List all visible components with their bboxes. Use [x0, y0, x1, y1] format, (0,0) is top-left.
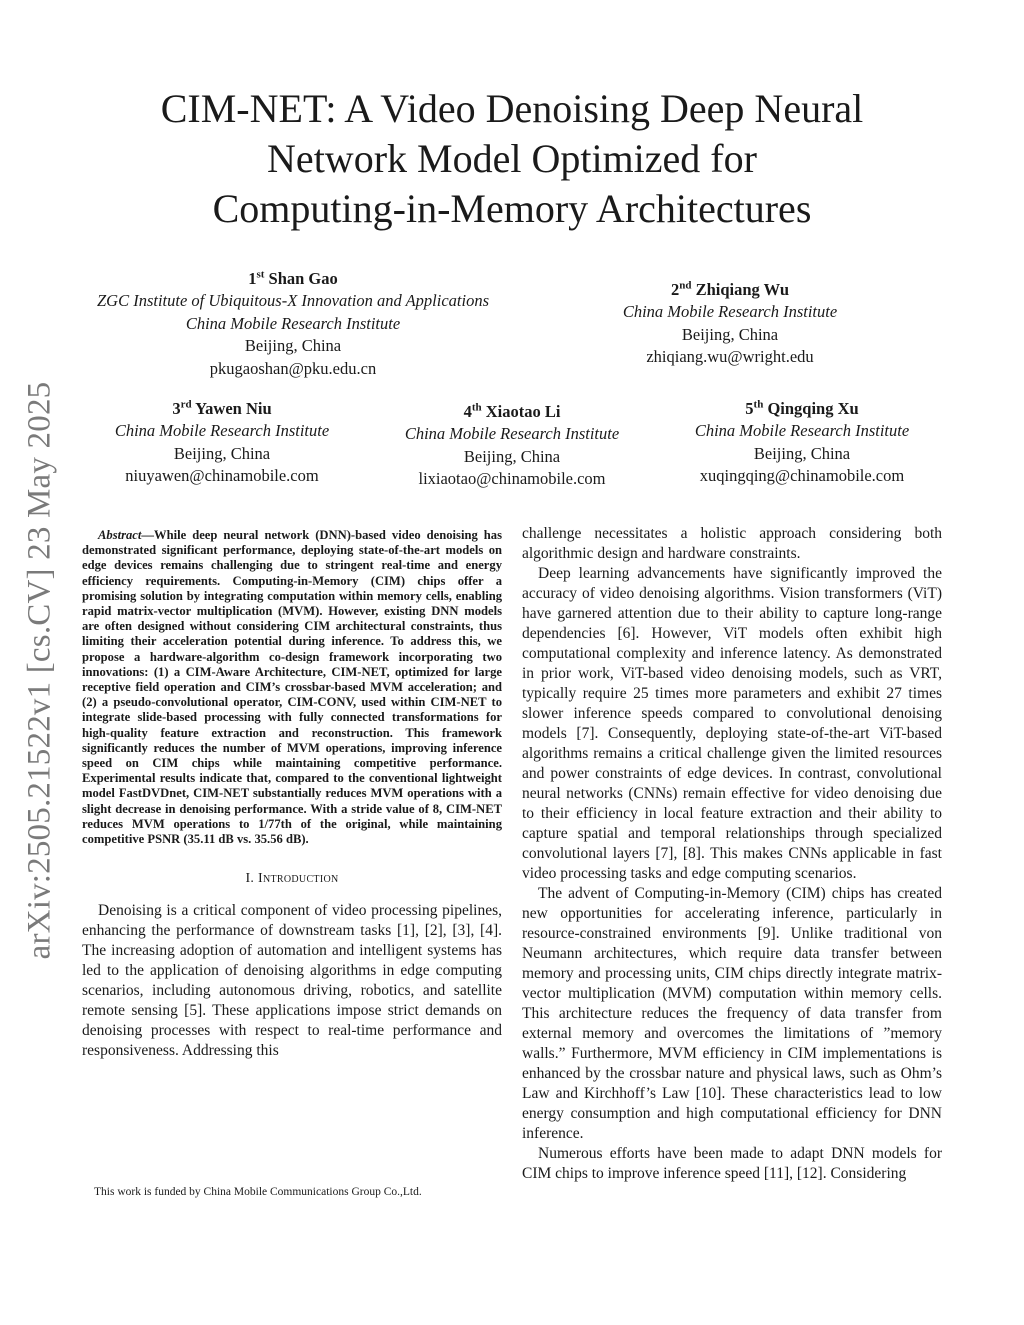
author-4-name: 4th Xiaotao Li — [463, 401, 561, 421]
title-line-3: Computing-in-Memory Architectures — [212, 186, 812, 231]
left-column — [82, 528, 502, 1061]
author-1-affiliation-2: China Mobile Research Institute — [185, 313, 401, 333]
author-1-name: 1st Shan Gao — [248, 268, 338, 288]
arxiv-stamp — [10, 365, 70, 975]
author-3-email: niuyawen@chinamobile.com — [125, 466, 319, 485]
abstract — [82, 528, 502, 847]
author-3-name: 3rd Yawen Niu — [172, 398, 272, 418]
author-5-email: xuqingqing@chinamobile.com — [699, 466, 905, 485]
author-1-location: Beijing, China — [244, 336, 342, 355]
author-1-affiliation-1: ZGC Institute of Ubiquitous-X Innovation and Applications — [96, 291, 490, 310]
right-paragraph-1: challenge necessitates a holistic approach considering both algorithmic design and hardware constraints. — [522, 525, 942, 562]
funding-footnote: This work is funded by China Mobile Communications Group Co.,Ltd. — [94, 1186, 422, 1198]
author-3-location: Beijing, China — [173, 443, 271, 463]
section-heading-introduction: I. Introduction — [245, 871, 339, 887]
paper-title — [130, 84, 894, 234]
author-3-affiliation-1: China Mobile Research Institute — [114, 421, 330, 440]
arxiv-stamp-text: arXiv:2505.21522v1 [cs.CV] 23 May 2025 — [21, 381, 58, 959]
author-1-email: pkugaoshan@pku.edu.cn — [209, 358, 377, 378]
author-4-location: Beijing, China — [463, 446, 561, 466]
author-3 — [82, 393, 362, 488]
author-5 — [662, 393, 942, 488]
author-2-location: Beijing, China — [681, 324, 779, 344]
author-4 — [372, 396, 652, 491]
author-2-affiliation-1: China Mobile Research Institute — [622, 302, 838, 321]
right-paragraph-4: Numerous efforts have been made to adapt DNN models for CIM chips to improve inference speed [11], [12]. Considering — [522, 1145, 942, 1182]
author-2 — [590, 274, 870, 369]
author-1 — [62, 263, 524, 380]
author-5-location: Beijing, China — [753, 443, 851, 463]
author-4-affiliation-1: China Mobile Research Institute — [404, 424, 620, 443]
right-paragraph-3: The advent of Computing-in-Memory (CIM) chips has created new opportunities for accelerating inference, particularly in resource-constrained environments [9]. Unlike traditional von Neumann architectures, which require data transfer between memory and processing units, CIM chips directly integrate matrix-vector multiplication (MVM) computation within memory cells. This architecture reduces the frequency of data transfer from external memory and overcomes the limitations of ”memory walls.” Furthermore, MVM efficiency in CIM implementations is enhanced by the crossbar nature and physical laws, such as Ohm’s Law and Kirchhoff’s Law [10]. These characteristics lead to low energy consumption and high computational efficiency for DNN inference. — [522, 885, 942, 1142]
author-2-name: 2nd Zhiqiang Wu — [670, 279, 790, 299]
author-5-name: 5th Qingqing Xu — [745, 398, 859, 418]
author-2-email: zhiqiang.wu@wright.edu — [646, 347, 814, 366]
abstract-lead: Abstract — [98, 528, 142, 542]
title-line-2: Network Model Optimized for — [267, 136, 757, 181]
right-paragraph-2: Deep learning advancements have significantly improved the accuracy of video denoising algorithms. Vision transformers (ViT) have garnered attention due to their ability to capture long-range dependencies [6]. However, ViT models often exhibit high computational complexity and inference latency. As demonstrated in prior work, ViT-based video denoising models, such as VRT, typically require 25 times more parameters and exhibit 27 times slower inference speeds compared to convolutional denoising models [7]. Consequently, deploying state-of-the-art ViT-based algorithms remains a critical challenge given the limited resources and power constraints of edge devices. In contrast, convolutional neural networks (CNNs) remain effective for video denoising due to their efficiency in local feature extraction and their ability to capture spatial and temporal relationships through specialized convolutional layers [7], [8]. This makes CNNs applicable in fast video processing tasks and edge computing scenarios. — [522, 565, 942, 882]
right-column — [522, 524, 942, 1184]
abstract-text: —While deep neural network (DNN)-based video denoising has demonstrated significant performance, deploying state-of-the-art models on edge devices remains challenging due to stringent real-time and energy efficiency requirements. Computing-in-Memory (CIM) chips offer a promising solution by integrating computation within memory cells, enabling rapid matrix-vector multiplication (MVM). However, existing DNN models are often designed without considering CIM architectural constraints, thus limiting their acceleration potential during inference. To address this, we propose a hardware-algorithm co-design framework incorporating two innovations: (1) a CIM-Aware Architecture, CIM-NET, optimized for large receptive field operation and CIM’s crossbar-based MVM acceleration; and (2) a pseudo-convolutional operator, CIM-CONV, used within CIM-NET to integrate slide-based processing with fully connected transformations for high-quality feature extraction and reconstruction. This framework significantly reduces the number of MVM operations, improving inference speed on CIM chips while maintaining competitive performance. Experimental results indicate that, compared to the conventional lightweight model FastDVDnet, CIM-NET substantially reduces MVM operations with a slight decrease in denoising performance. With a stride value of 8, CIM-NET reduces MVM operations to 1/77th of the original, while maintaining competitive PSNR (35.11 dB vs. 35.56 dB). — [82, 528, 502, 847]
author-4-email: lixiaotao@chinamobile.com — [418, 469, 606, 488]
title-line-1: CIM-NET: A Video Denoising Deep Neural — [160, 86, 864, 131]
intro-paragraph-1: Denoising is a critical component of video processing pipelines, enhancing the performance of downstream tasks [1], [2], [3], [4]. The increasing adoption of automation and intelligent systems has led to the application of denoising algorithms in edge computing scenarios, including autonomous driving, robotics, and satellite remote sensing [5]. These applications impose strict demands on denoising processes with respect to real-time performance and responsiveness. Addressing this — [82, 902, 502, 1060]
author-5-affiliation-1: China Mobile Research Institute — [694, 421, 910, 440]
